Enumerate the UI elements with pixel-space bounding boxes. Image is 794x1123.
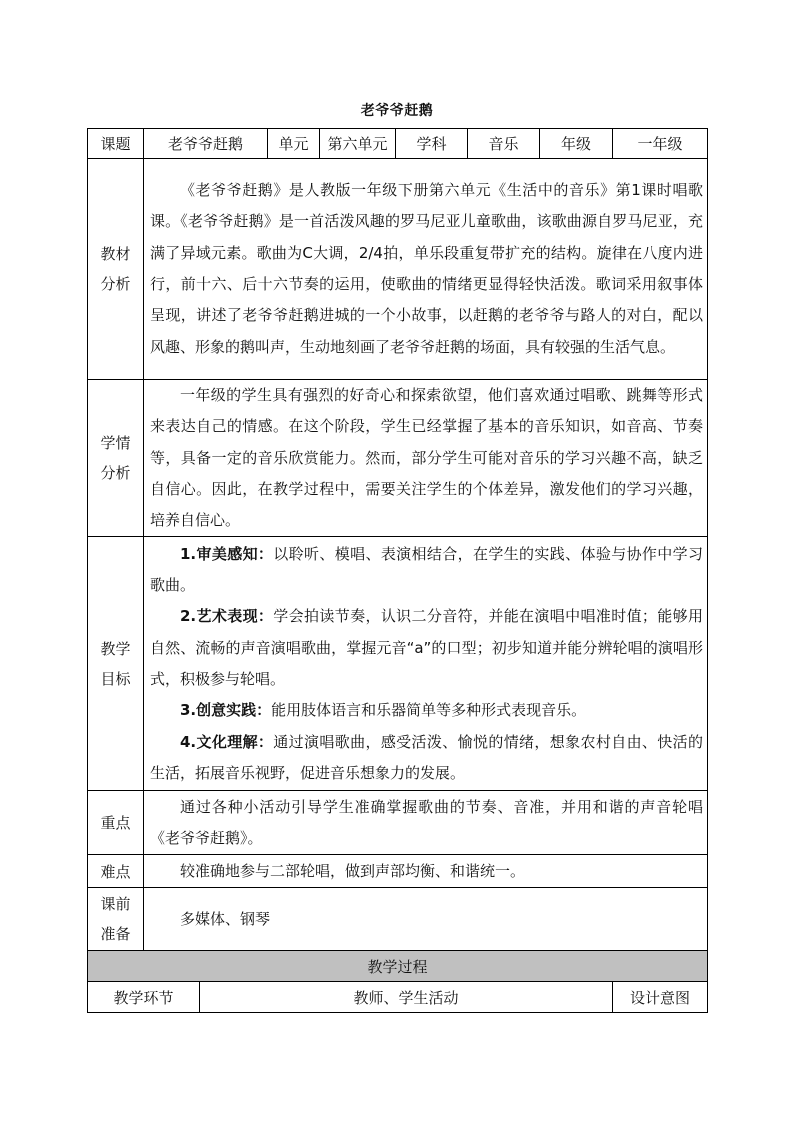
info-row xyxy=(88,129,708,159)
students-row xyxy=(88,380,708,537)
goals-cell xyxy=(144,537,708,791)
process-col-intent: 设计意图 xyxy=(613,982,708,1013)
unit-label: 单元 xyxy=(268,129,320,159)
process-header-row xyxy=(88,951,708,982)
goal-head-2: 2.艺术表现： xyxy=(180,607,274,626)
difficulty-row xyxy=(88,855,708,888)
grade-label: 年级 xyxy=(540,129,613,159)
textbook-label-line-2: 分析 xyxy=(100,275,131,293)
lesson-plan-table xyxy=(87,128,708,1013)
prep-label xyxy=(88,888,144,951)
prep-label-line-2: 准备 xyxy=(100,925,131,944)
goals-label xyxy=(88,537,144,791)
goals-row xyxy=(88,537,708,791)
ke-ti-value: 老爷爷赶鹅 xyxy=(144,129,268,159)
grade-value: 一年级 xyxy=(613,129,708,159)
students-label xyxy=(88,380,144,537)
textbook-label-line-1: 教材 xyxy=(100,245,131,263)
key-point-label: 重点 xyxy=(88,791,144,855)
subject-label: 学科 xyxy=(396,129,468,159)
goal-item-2 xyxy=(144,601,707,695)
goal-text-3: 能用肢体语言和乐器简单等多种形式表现音乐。 xyxy=(271,701,587,720)
page-title: 老爷爷赶鹅 xyxy=(360,103,434,119)
goal-item-4 xyxy=(144,727,707,790)
unit-value: 第六单元 xyxy=(320,129,396,159)
goal-head-4: 4.文化理解： xyxy=(180,732,274,751)
goal-text-4: 通过演唱歌曲，感受活泼、愉悦的情绪，想象农村自由、快活的生活，拓展音乐视野，促进音乐想象力的发展。 xyxy=(150,732,704,782)
ke-ti-label: 课题 xyxy=(88,129,144,159)
goals-label-line-1: 教学 xyxy=(100,639,131,658)
goal-item-3 xyxy=(144,695,707,726)
process-columns-row xyxy=(88,982,708,1013)
difficulty-label: 难点 xyxy=(88,855,144,888)
goals-label-line-2: 目标 xyxy=(100,669,131,688)
goal-head-1: 1.审美感知： xyxy=(180,544,274,563)
key-point-row xyxy=(88,791,708,855)
students-label-line-2: 分析 xyxy=(100,464,131,483)
process-col-stage: 教学环节 xyxy=(88,982,200,1013)
goal-text-2: 学会拍读节奏，认识二分音符，并能在演唱中唱准时值；能够用自然、流畅的声音演唱歌曲，掌握元音“a”的口型；初步知道并能分辨轮唱的演唱形式，积极参与轮唱。 xyxy=(150,607,704,688)
textbook-row xyxy=(88,159,708,380)
prep-row xyxy=(88,888,708,951)
textbook-text: 《老爷爷赶鹅》是人教版一年级下册第六单元《生活中的音乐》第1课时唱歌课。《老爷爷赶鹅》是一首活泼风趣的罗马尼亚儿童歌曲，该歌曲源自罗马尼亚，充满了异域元素。歌曲为C大调，2/4拍，单乐段重复带扩充的结构。旋律在八度内进行，前十六、后十六节奏的运用，使歌曲的情绪更显得轻快活泼。歌词采用叙事体呈现，讲述了老爷爷赶鹅进城的一个小故事，以赶鹅的老爷爷与路人的对白，配以风趣、形象的鹅叫声，生动地刻画了老爷爷赶鹅的场面，具有较强的生活气息。 xyxy=(144,159,708,380)
prep-label-line-1: 课前 xyxy=(100,895,131,914)
goal-item-1 xyxy=(144,539,707,602)
process-col-activity: 教师、学生活动 xyxy=(200,982,613,1013)
process-header: 教学过程 xyxy=(88,951,708,982)
difficulty-text: 较准确地参与二部轮唱，做到声部均衡、和谐统一。 xyxy=(144,855,708,888)
key-point-text: 通过各种小活动引导学生准确掌握歌曲的节奏、音准，并用和谐的声音轮唱《老爷爷赶鹅》。 xyxy=(144,791,708,855)
students-label-line-1: 学情 xyxy=(100,434,131,453)
goal-text-1: 以聆听、模唱、表演相结合，在学生的实践、体验与协作中学习歌曲。 xyxy=(150,544,704,595)
textbook-label xyxy=(88,159,144,380)
subject-value: 音乐 xyxy=(468,129,540,159)
prep-text: 多媒体、钢琴 xyxy=(144,888,708,951)
goal-head-3: 3.创意实践： xyxy=(180,701,272,720)
students-text: 一年级的学生具有强烈的好奇心和探索欲望，他们喜欢通过唱歌、跳舞等形式来表达自己的情感。在这个阶段，学生已经掌握了基本的音乐知识，如音高、节奏等，具备一定的音乐欣赏能力。然而，部分学生可能对音乐的学习兴趣不高，缺乏自信心。因此，在教学过程中，需要关注学生的个体差异，激发他们的学习兴趣，培养自信心。 xyxy=(144,380,708,537)
